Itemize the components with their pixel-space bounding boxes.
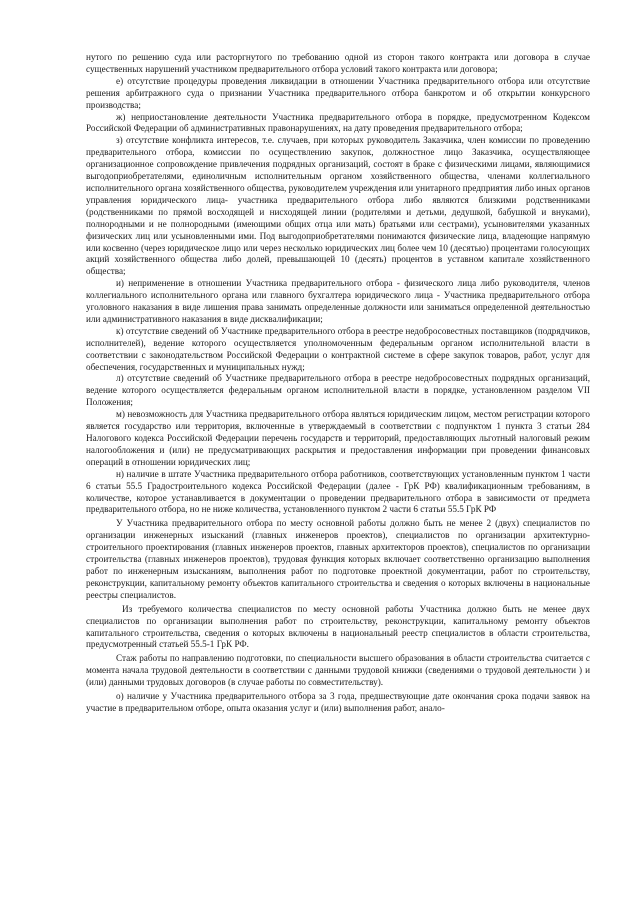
document-page — [86, 52, 590, 715]
paragraph-item-n: н) наличие в штате Участника предварительного отбора работников, соответствующих установленным пунктом 1 части 6 статьи 55.5 Градостроительного кодекса Российской Федерации (далее - ГрК РФ) квалификационным требованиям, в количестве, которое устанавливается в документации о проведении предварительного отбора в зависимости от предмета предварительного отбора, но не ниже количества, установленного пунктом 2 части 6 статьи 55.5 ГрК РФ — [86, 468, 590, 515]
paragraph-item-k: к) отсутствие сведений об Участнике предварительного отбора в реестре недобросовестных поставщиков (подрядчиков, исполнителей), ведение которого осуществляется уполномоченным федеральным органом исполнительной власти в соответствии с законодательством Российской Федерации о контрактной системе в сфере закупок товаров, работ, услуг для обеспечения, государственных и муниципальных нужд; — [86, 325, 590, 372]
paragraph-item-m: м) невозможность для Участника предварительного отбора являться юридическим лицом, местом регистрации которого является государство или территория, включенные в утверждаемый в соответствии с подпунктом 1 пункта 3 статьи 284 Налогового кодекса Российской Федерации перечень государств и территорий, предоставляющих льготный налоговый режим налогообложения и (или) не предусматривающих раскрытия и предоставления информации при проведении финансовых операций в отношении юридических лиц; — [86, 409, 590, 467]
paragraph-specialists: У Участника предварительного отбора по месту основной работы должно быть не менее 2 (двух) специалистов по организации инженерных изысканий (главных инженеров проектов), специалистов по организации архитектурно-строительного проектирования (главных инженеров проектов, главных архитекторов проектов), специалистов по организации строительства (главных инженеров проектов), трудовая функция которых включает соответственно организацию выполнения работ по инженерным изысканиям, выполнения работ по подготовке проектной документации, работ по строительству, реконструкции, капитальному ремонту объектов капитального строительства и сведения о которых включены в национальные реестры специалистов. — [86, 518, 590, 600]
paragraph-item-i: и) неприменение в отношении Участника предварительного отбора - физического лица либо руководителя, членов коллегиального исполнительного органа или главного бухгалтера юридического лица - Участника предварительного отбора уголовного наказания в виде лишения права занимать определенные должности или заниматься определенной деятельностью или административного наказания в виде дисквалификации; — [86, 278, 590, 324]
paragraph-continuation: нутого по решению суда или расторгнутого по требованию одной из сторон такого контракта или договора в случае существенных нарушений участником предварительного отбора условий такого контракта или договора; — [86, 52, 590, 74]
paragraph-specialists-count: Из требуемого количества специалистов по месту основной работы Участника должно быть не менее двух специалистов по организации выполнения работ по строительству, реконструкции, капитальному ремонту объектов капитального строительства, сведения о которых включены в национальный реестр специалистов в области строительства, предусмотренный статьей 55.5-1 ГрК РФ. — [86, 603, 590, 650]
paragraph-item-zh: ж) неприостановление деятельности Участника предварительного отбора в порядке, предусмотренном Кодексом Российской Федерации об административных правонарушениях, на дату проведения предварительного отбора; — [86, 111, 590, 134]
paragraph-item-l: л) отсутствие сведений об Участнике предварительного отбора в реестре недобросовестных подрядных организаций, ведение которого осуществляется федеральным органом исполнительной власти в порядке, установленном разделом VII Положения; — [86, 373, 590, 408]
paragraph-item-o: о) наличие у Участника предварительного отбора за 3 года, предшествующие дате окончания срока подачи заявок на участие в предварительном отборе, опыта оказания услуг и (или) выполнения работ, анало- — [86, 691, 590, 713]
paragraph-work-experience: Стаж работы по направлению подготовки, по специальности высшего образования в области строительства считается с момента начала трудовой деятельности в соответствии с данными трудовой книжки (сведениями о трудовой деятельности ) и (или) данными трудовых договоров (в случае работы по совместительству). — [86, 653, 590, 688]
paragraph-item-e: е) отсутствие процедуры проведения ликвидации в отношении Участника предварительного отбора или отсутствие решения арбитражного суда о признании Участника предварительного отбора банкротом и об открытии конкурсного производства; — [86, 75, 590, 110]
paragraph-item-z: з) отсутствие конфликта интересов, т.е. случаев, при которых руководитель Заказчика, член комиссии по проведению предварительного отбора, комиссии по осуществлению закупок, должностное лицо Заказчика, осуществляющее организационное сопровождение привлечения подрядных организаций, состоят в браке с физическими лицами, являющимися выгодоприобретателями, единоличным исполнительным органом хозяйственного общества, членами коллегиального исполнительного органа хозяйственного общества, руководителем учреждения или унитарного предприятия либо иных органов управления юридического лица- участника предварительного отбора либо являются близкими родственниками (родственниками по прямой восходящей и нисходящей линии (родителями и детьми, дедушкой, бабушкой и внуками), полнородными и не полнородными (имеющими общих отца или мать) братьями или сестрами), усыновителями указанных физических лиц или усыновленными ими. Под выгодоприобретателями понимаются физические лица, владеющие напрямую или косвенно (через юридическое лицо или через несколько юридических лиц более чем 10 (десятью) процентами голосующих акций хозяйственного общества либо долей, превышающей 10 (десять) процентов в уставном капитале хозяйственного общества; — [86, 135, 590, 277]
